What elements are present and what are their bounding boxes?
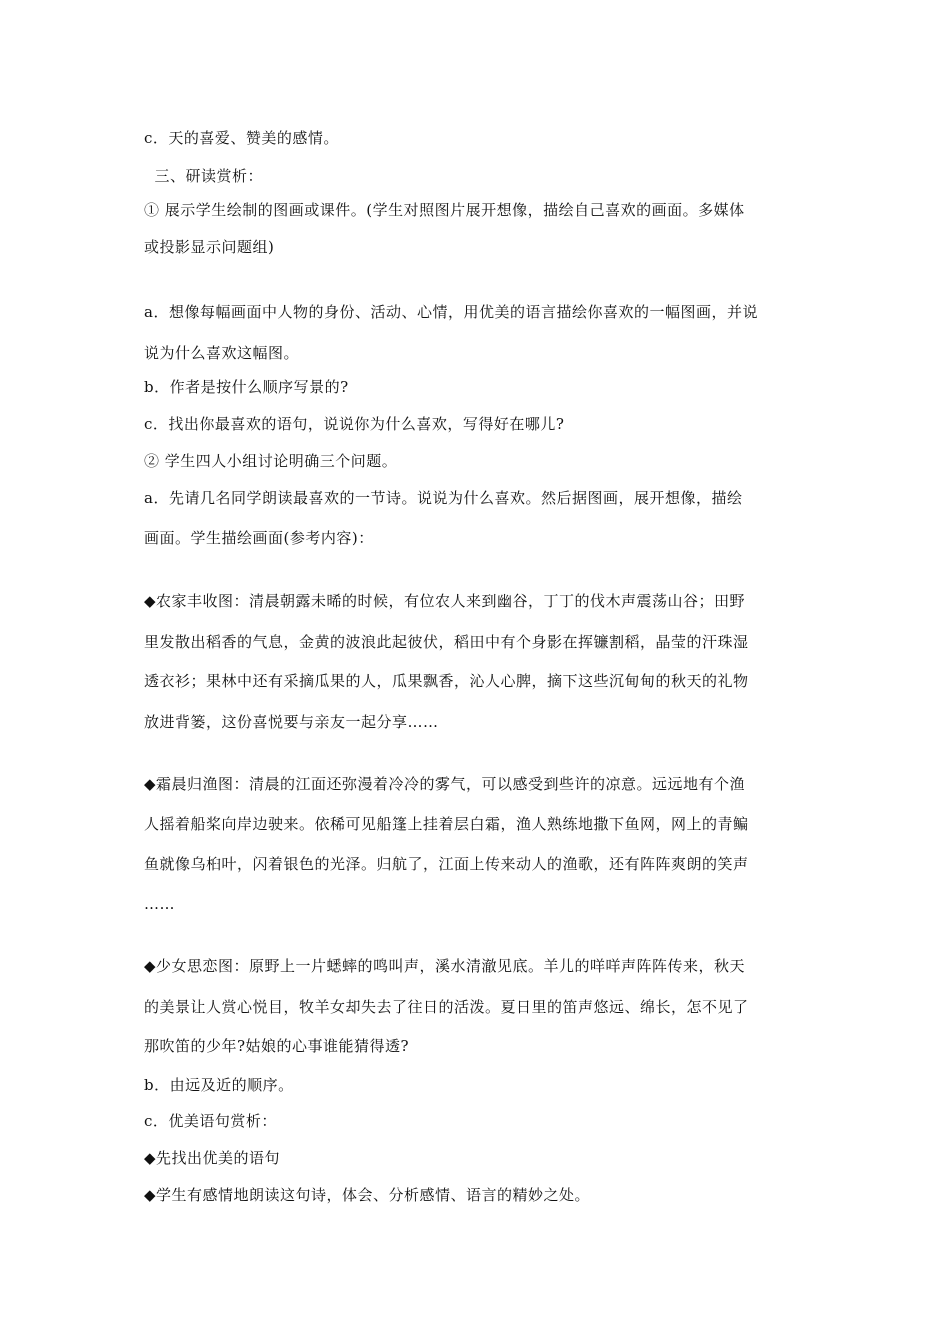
text-line-4: 或投影显示问题组) [144, 238, 275, 256]
section-heading-study: 三、研读赏析： [144, 167, 264, 185]
text-line-b-order: b．由远及近的顺序。 [144, 1076, 294, 1094]
text-line-3: ① 展示学生绘制的图画或课件。(学生对照图片展开想像，描绘自己喜欢的画面。多媒体 [144, 201, 745, 219]
paragraph-harvest-2: 里发散出稻香的气息，金黄的波浪此起彼伏，稻田中有个身影在挥镰割稻，晶莹的汗珠湿 [144, 633, 749, 651]
text-line-9: ② 学生四人小组讨论明确三个问题。 [144, 452, 398, 470]
paragraph-fishing-1: ◆霜晨归渔图：清晨的江面还弥漫着冷冷的雾气，可以感受到些许的凉意。远远地有个渔 [144, 775, 746, 793]
bullet-read-aloud: ◆学生有感情地朗读这句诗，体会、分析感情、语言的精妙之处。 [144, 1186, 591, 1204]
paragraph-girl-2: 的美景让人赏心悦目，牧羊女却失去了往日的活泼。夏日里的笛声悠远、绵长，怎不见了 [144, 998, 749, 1016]
paragraph-harvest-4: 放进背篓，这份喜悦要与亲友一起分享…… [144, 713, 439, 731]
text-line-11: 画面。学生描绘画面(参考内容)： [144, 529, 374, 547]
text-line-5: a．想像每幅画面中人物的身份、活动、心情，用优美的语言描绘你喜欢的一幅图画，并说 [144, 303, 758, 321]
text-line-6: 说为什么喜欢这幅图。 [144, 344, 300, 362]
text-line-8: c．找出你最喜欢的语句，说说你为什么喜欢，写得好在哪儿? [144, 415, 565, 433]
paragraph-fishing-3: 鱼就像乌桕叶，闪着银色的光泽。归航了，江面上传来动人的渔歌，还有阵阵爽朗的笑声 [144, 855, 749, 873]
paragraph-fishing-2: 人摇着船桨向岸边驶来。依稀可见船篷上挂着层白霜，渔人熟练地撒下鱼网，网上的青鳊 [144, 815, 749, 833]
paragraph-harvest-3: 透衣衫；果林中还有采摘瓜果的人，瓜果飘香，沁人心脾，摘下这些沉甸甸的秋天的礼物 [144, 672, 749, 690]
text-line-c-appreciation: c．优美语句赏析： [144, 1112, 277, 1130]
paragraph-girl-3: 那吹笛的少年?姑娘的心事谁能猜得透? [144, 1037, 410, 1055]
paragraph-girl-1: ◆少女思恋图：原野上一片蟋蟀的鸣叫声，溪水清澈见底。羊儿的咩咩声阵阵传来，秋天 [144, 957, 746, 975]
bullet-find-sentences: ◆先找出优美的语句 [144, 1149, 281, 1167]
text-line-7: b．作者是按什么顺序写景的? [144, 378, 349, 396]
text-line-1: c．天的喜爱、赞美的感情。 [144, 129, 339, 147]
paragraph-harvest-1: ◆农家丰收图：清晨朝露未晞的时候，有位农人来到幽谷，丁丁的伐木声震荡山谷；田野 [144, 592, 746, 610]
text-line-10: a．先请几名同学朗读最喜欢的一节诗。说说为什么喜欢。然后据图画，展开想像，描绘 [144, 489, 743, 507]
paragraph-fishing-4: …… [144, 895, 175, 913]
